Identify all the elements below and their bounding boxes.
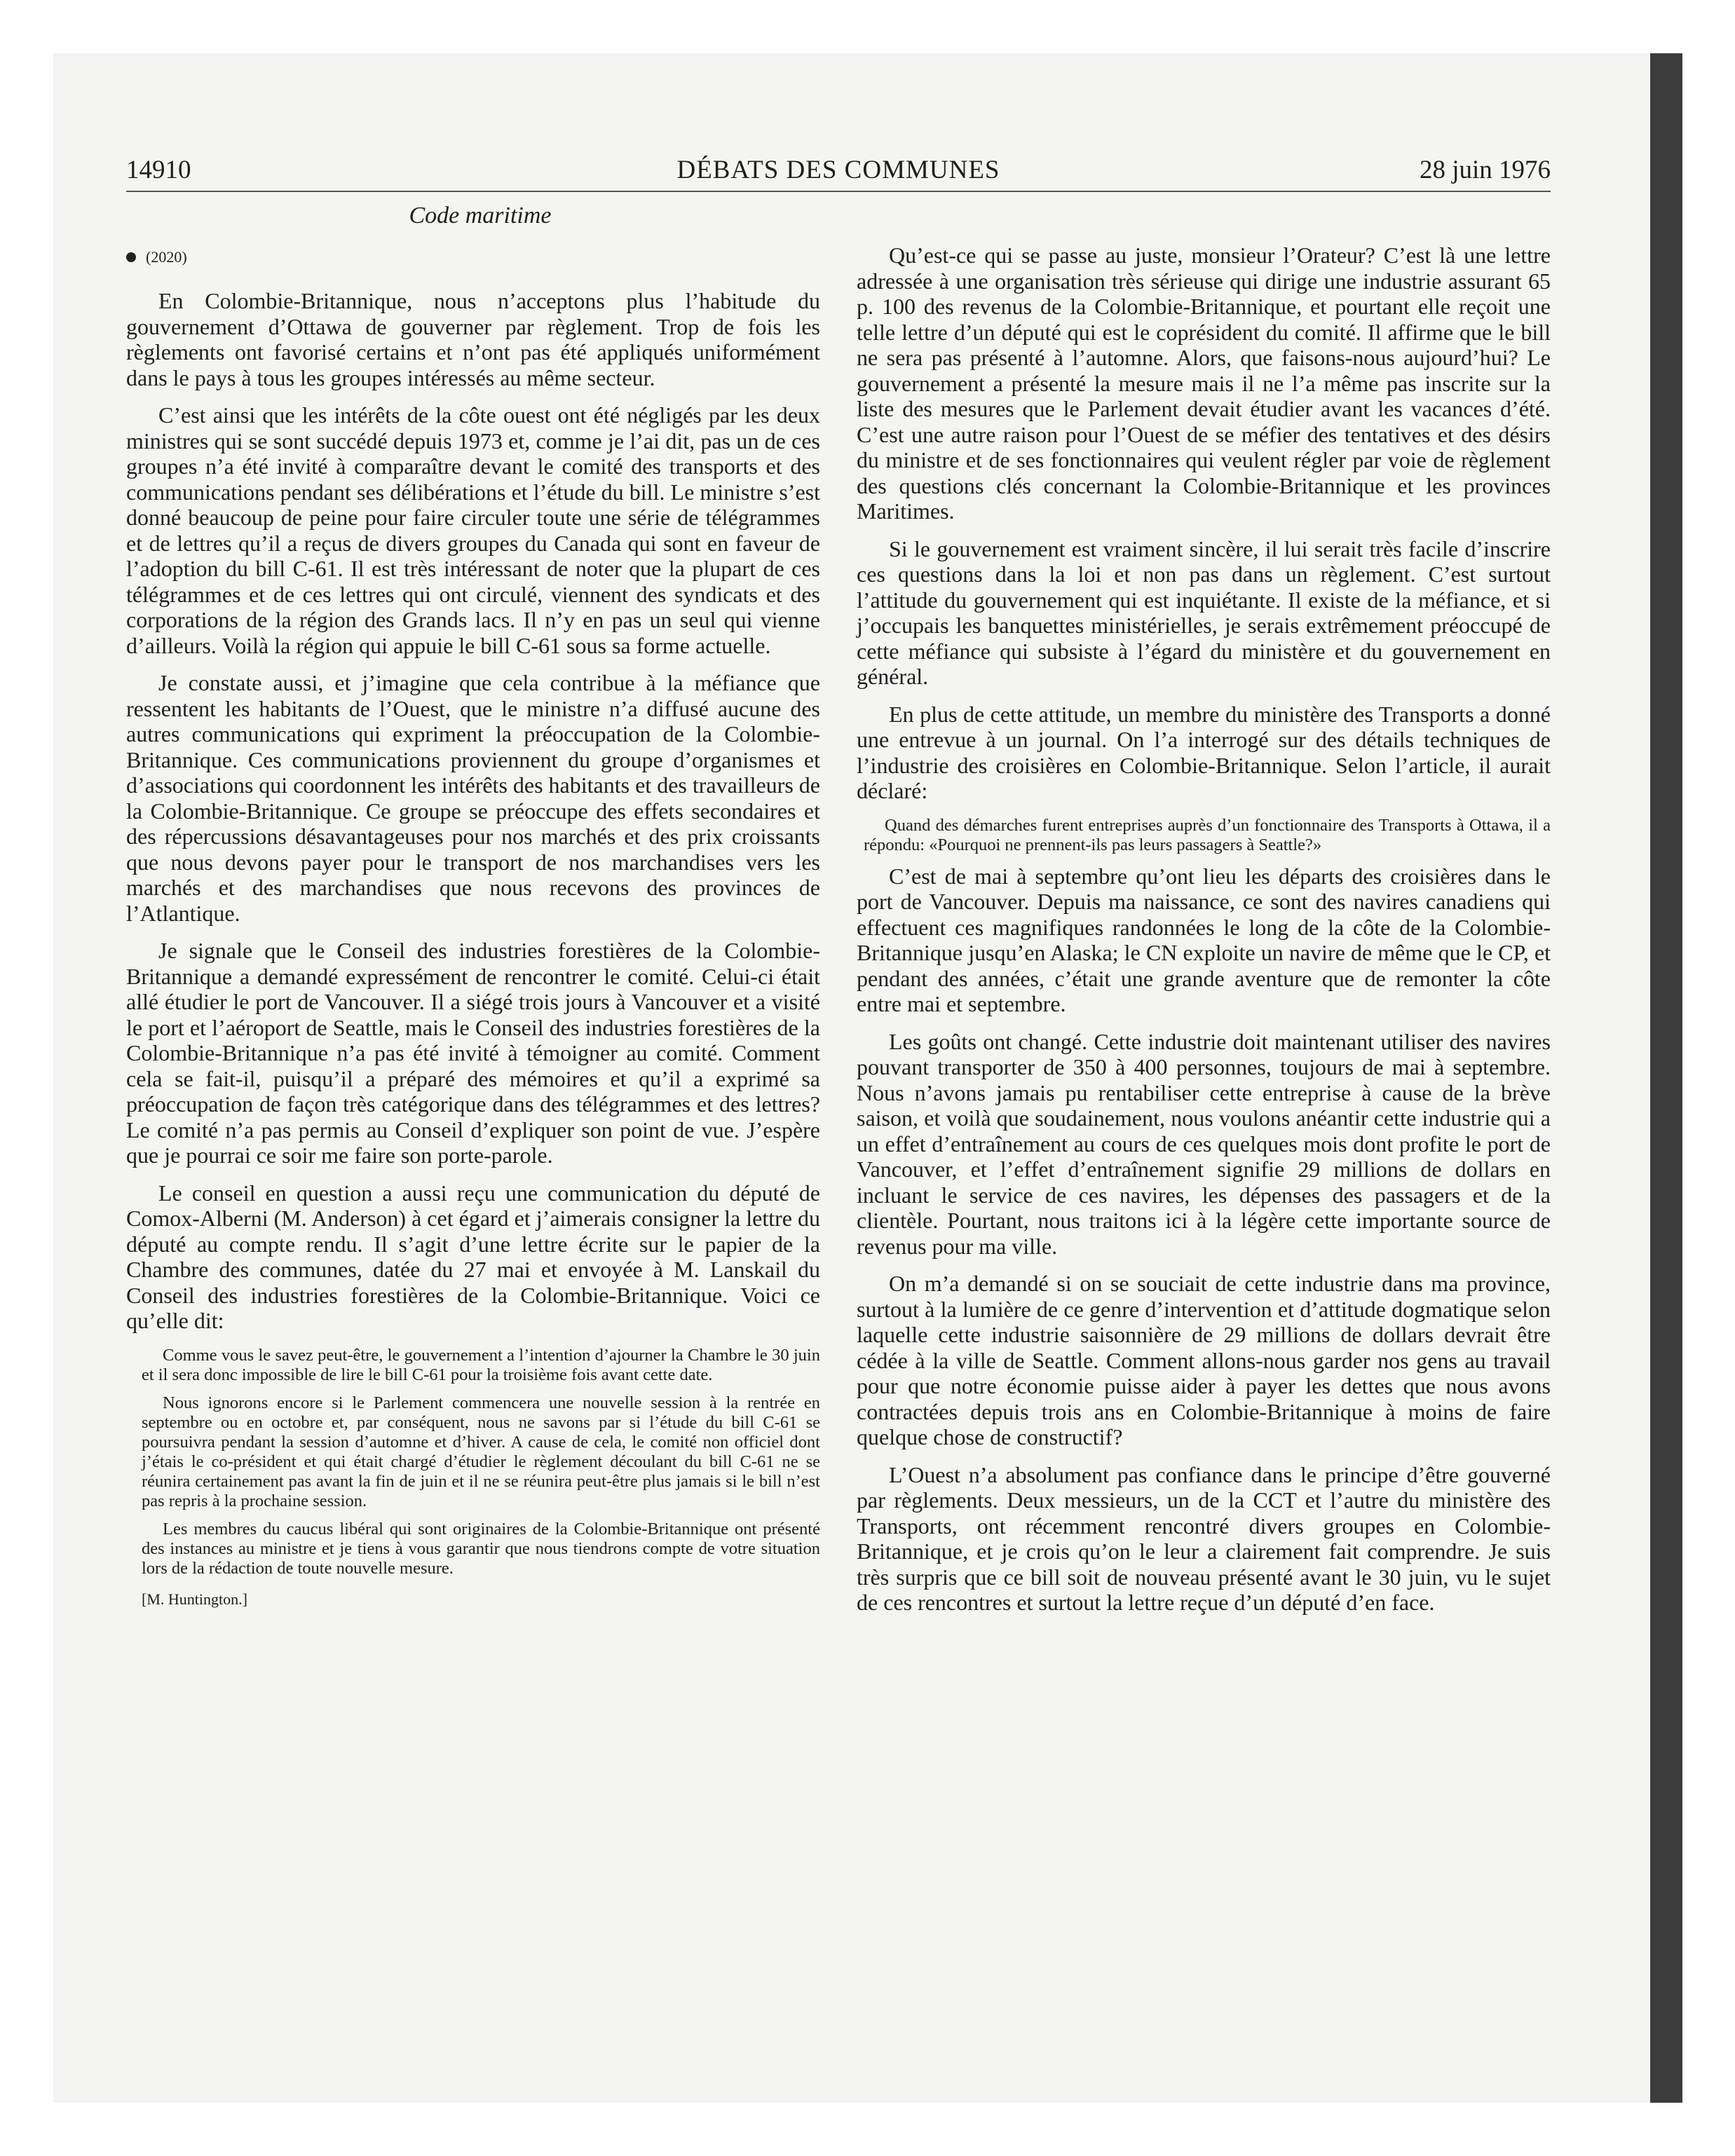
body-paragraph: Les goûts ont changé. Cette industrie doit maintenant utiliser des navires pouvant transporter de 350 à 400 personnes, toujours de mai à septembre. Nous n’avons jamais pu rentabiliser cette entreprise à cause de la brève saison, et voilà que soudainement, nous voulons anéantir cette industrie qui a un effet d’entraînement au cours de ces quelques mois dont profite le port de Vancouver, et l’effet d’entraînement signifie 29 millions de dollars en incluant le service de ces navires, les dépenses des passagers et de la clientèle. Pourtant, nous traitons ici à la légère cette importante source de revenus pour ma ville. [857,1028,1551,1259]
body-paragraph: Qu’est-ce qui se passe au juste, monsieur l’Orateur? C’est là une lettre adressée à une organisation très sérieuse qui dirige une industrie assurant 65 p. 100 des revenus de la Colombie-Britannique, et pourtant elle reçoit une telle lettre d’un député qui est le coprésident du comité. Il affirme que le bill ne sera pas présenté à l’automne. Alors, que faisons-nous aujourd’hui? Le gouvernement a présenté la mesure mais il ne l’a même pas inscrite sur la liste des mesures que le Parlement devait étudier avant les vacances d’été. C’est une autre raison pour l’Ouest de se méfier des tentatives et des désirs du ministre et de ses fonctionnaires qui veulent régler par voie de règlement des questions clés concernant la Colombie-Britannique et les provinces Maritimes. [857,243,1551,524]
page-date: 28 juin 1976 [1419,156,1551,184]
quoted-letter-paragraph: Nous ignorons encore si le Parlement commencera une nouvelle session à la rentrée en septembre ou en octobre et, par conséquent, nous ne savons par si l’étude du bill C-61 se poursuivra pendant la session d’automne et d’hiver. A cause de cela, le comité non officiel dont j’étais le co-président et qui était chargé d’étudier le règlement découlant du bill C-61 ne se réunira certainement pas avant la fin de juin et il ne se réunira peut-être plus jamais si le bill n’est pas repris à la prochaine session. [142,1393,820,1510]
body-paragraph: Le conseil en question a aussi reçu une communication du député de Comox-Alberni (M. Anderson) à cet égard et j’aimerais consigner la lettre du député au compte rendu. Il s’agit d’une lettre écrite sur le papier de la Chambre des communes, datée du 27 mai et envoyée à M. Lanskail du Conseil des industries forestières de la Colombie-Britannique. Voici ce qu’elle dit: [126,1180,820,1333]
left-column [126,203,820,1612]
body-paragraph: Si le gouvernement est vraiment sincère, il lui serait très facile d’inscrire ces questions dans la loi et non pas dans un règlement. C’est surtout l’attitude du gouvernement qui est inquiétante. Il existe de la méfiance, et si j’occupais les banquettes ministérielles, je serais extrêmement préoccupé de cette méfiance qui subsiste à l’égard du ministère et du gouvernement en général. [857,535,1551,689]
section-rubric: Code maritime [409,203,552,228]
quoted-letter-paragraph: Quand des démarches furent entreprises auprès d’un fonctionnaire des Transports à Ottawa, il a répondu: «Pourquoi ne prennent-ils pas leurs passagers à Seattle?» [864,815,1551,854]
body-paragraph: Je constate aussi, et j’imagine que cela contribue à la méfiance que ressentent les habitants de l’Ouest, que le ministre n’a diffusé aucune des autres communications qui expriment la préoccupation de la Colombie-Britannique. Ces communications proviennent du groupe d’organismes et d’associations qui coordonnent les intérêts des habitants et des travailleurs de la Colombie-Britannique. Ce groupe se préoccupe des effets secondaires et des répercussions désavantageuses pour nos marchés et des prix croissants que nous devons payer pour le transport de nos marchandises vers les marchés et des marchandises que nous recevons des provinces de l’Atlantique. [126,670,820,926]
left-column-body [126,288,820,1578]
speaker-attribution: [M. Huntington.] [142,1590,247,1608]
time-stamp [126,245,820,271]
publication-title: DÉBATS DES COMMUNES [676,156,1000,184]
right-column-body [857,243,1551,1616]
page-number: 14910 [126,156,191,184]
scan-edge-bar [1650,53,1682,2103]
body-paragraph: Je signale que le Conseil des industries forestières de la Colombie-Britannique a demandé expressément de rencontrer le comité. Celui-ci était allé étudier le port de Vancouver. Il a siégé trois jours à Vancouver et a visité le port et l’aéroport de Seattle, mais le Conseil des industries forestières de la Colombie-Britannique n’a pas été invité à témoigner au comité. Comment cela se fait-il, puisqu’il a préparé des mémoires et qu’il a exprimé sa préoccupation de façon très catégorique dans des télégrammes et des lettres? Le comité n’a pas permis au Conseil d’expliquer son point de vue. J’espère que je pourrai ce soir me faire son porte-parole. [126,938,820,1168]
body-paragraph: C’est de mai à septembre qu’ont lieu les départs des croisières dans le port de Vancouver. Depuis ma naissance, ce sont des navires canadiens qui effectuent ces magnifiques randonnées le long de la côte de la Colombie-Britannique jusqu’en Alaska; le CN exploite un navire de même que le CP, et pendant des années, c’était une grande aventure que de remonter la côte entre mai et septembre. [857,863,1551,1016]
quoted-letter-paragraph: Les membres du caucus libéral qui sont originaires de la Colombie-Britannique ont présenté des instances au ministre et je tiens à vous garantir que nous tiendrons compte de votre situation lors de la rédaction de toute nouvelle mesure. [142,1519,820,1578]
time-stamp-text: (2020) [146,247,187,266]
bullet-icon [126,252,136,262]
body-paragraph: En Colombie-Britannique, nous n’acceptons plus l’habitude du gouvernement d’Ottawa de gouverner par règlement. Trop de fois les règlements ont favorisé certains et n’ont pas été appliqués uniformément dans le pays à tous les groupes intéressés au même secteur. [126,288,820,390]
quoted-letter-paragraph: Comme vous le savez peut-être, le gouvernement a l’intention d’ajourner la Chambre le 30 juin et il sera donc impossible de lire le bill C-61 pour la troisième fois avant cette date. [142,1345,820,1384]
body-paragraph: C’est ainsi que les intérêts de la côte ouest ont été négligés par les deux ministres qui se sont succédé depuis 1973 et, comme je l’ai dit, pas un de ces groupes n’a été invité à comparaître devant le comité des transports et des communications pendant ses délibérations et l’étude du bill. Le ministre s’est donné beaucoup de peine pour faire circuler toute une série de télégrammes et de lettres qu’il a reçus de divers groupes du Canada qui sont en faveur de l’adoption du bill C-61. Il est très intéressant de noter que la plupart de ces télégrammes et de ces lettres qui ont circulé, viennent des syndicats et des corporations de la région des Grands lacs. Il n’y en pas un seul qui vienne d’ailleurs. Voilà la région qui appuie le bill C-61 sous sa forme actuelle. [126,402,820,658]
body-paragraph: L’Ouest n’a absolument pas confiance dans le principe d’être gouverné par règlements. Deux messieurs, un de la CCT et l’autre du ministère des Transports, ont récemment rencontré divers groupes en Colombie-Britannique, et je crois qu’on le leur a clairement fait comprendre. Je suis très surpris que ce bill soit de nouveau présenté avant le 30 juin, vu le sujet de ces rencontres et surtout la lettre reçue d’un député d’en face. [857,1461,1551,1615]
body-paragraph: On m’a demandé si on se souciait de cette industrie dans ma province, surtout à la lumière de ce genre d’intervention et d’attitude dogmatique selon laquelle cette industrie saisonnière de 29 millions de dollars devrait être cédée à la ville de Seattle. Comment allons-nous garder nos gens au travail pour que notre économie puisse aider à payer les dettes que nous avons contractées depuis trois ans en Colombie-Britannique à moins de faire quelque chose de constructif? [857,1271,1551,1449]
page-header [126,151,1551,192]
right-column [857,243,1551,1628]
body-paragraph: En plus de cette attitude, un membre du ministère des Transports a donné une entrevue à un journal. On l’a interrogé sur des détails techniques de l’industrie des croisières en Colombie-Britannique. Selon l’article, il aurait déclaré: [857,701,1551,803]
